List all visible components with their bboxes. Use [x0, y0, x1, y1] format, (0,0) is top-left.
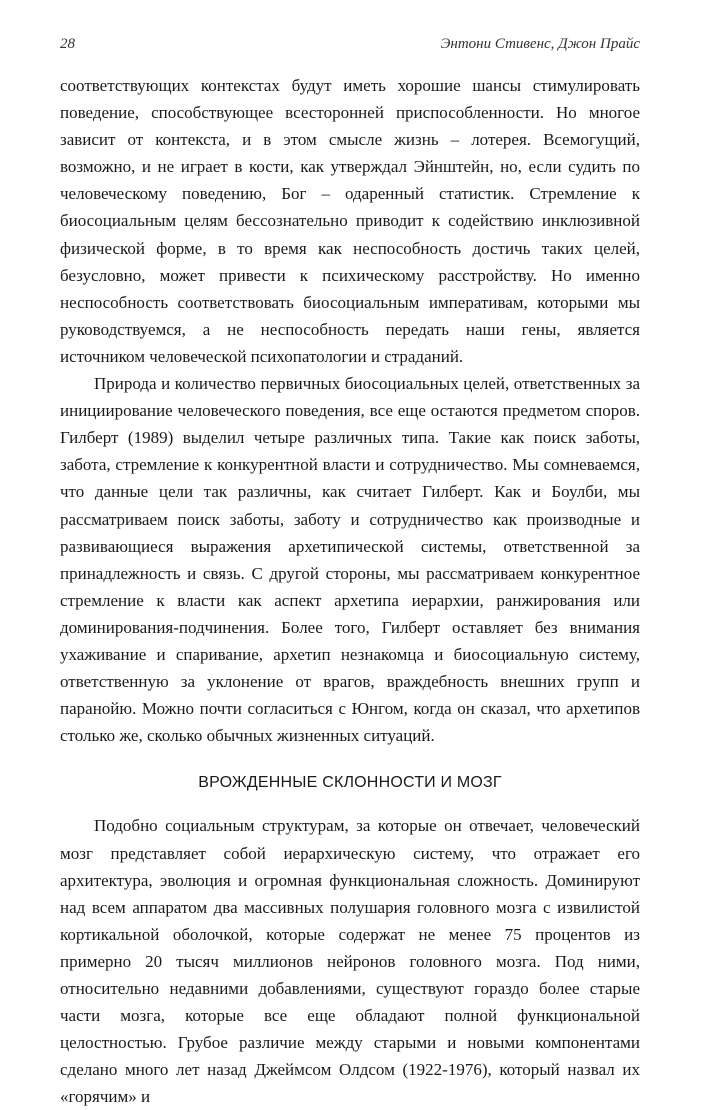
book-page	[60, 36, 640, 1110]
section-heading: ВРОЖДЕННЫЕ СКЛОННОСТИ И МОЗГ	[198, 774, 502, 792]
running-title: Энтони Стивенс, Джон Прайс	[440, 36, 640, 52]
paragraph-continuation: соответствующих контекстах будут иметь хорошие шансы стимулировать поведение, способствующее всесторонней приспособленности. Но многое зависит от контекста, и в этом смысле жизнь – лотерея. Всемогущий, возможно, и не играет в кости, как утверждал Эйнштейн, но, если судить по человеческому поведению, Бог – одаренный статистик. Стремление к биосоциальным целям бессознательно приводит к содействию инклюзивной физической форме, в то время как неспособность достичь таких целей, безусловно, может привести к психическому расстройству. Но именно неспособность соответствовать биосоциальным императивам, которыми мы руководствуемся, а не неспособность передать наши гены, является источником человеческой психопатологии и страданий.	[60, 76, 640, 366]
page-number: 28	[60, 36, 75, 52]
running-header	[60, 36, 640, 58]
page-body	[60, 72, 640, 1110]
paragraph-biosocial-goals: Природа и количество первичных биосоциальных целей, ответственных за инициирование человеческого поведения, все еще остаются предметом споров. Гилберт (1989) выделил четыре различных типа. Такие как поиск заботы, забота, стремление к конкурентной власти и сотрудничество. Мы сомневаемся, что данные цели так различны, как считает Гилберт. Как и Боулби, мы рассматриваем поиск заботы, заботу и сотрудничество как производные и развивающиеся выражения архетипической системы, ответственной за принадлежность и связь. С другой стороны, мы рассматриваем конкурентное стремление к власти как аспект архетипа иерархии, ранжирования или доминирования-подчинения. Более того, Гилберт оставляет без внимания ухаживание и спаривание, архетип незнакомца и биосоциальную систему, ответственную за уклонение от врагов, враждебность внешних групп и паранойю. Можно почти согласиться с Юнгом, когда он сказал, что архетипов столько же, сколько обычных жизненных ситуаций.	[60, 374, 640, 746]
paragraph-brain: Подобно социальным структурам, за которые он отвечает, человеческий мозг представляет собой иерархическую систему, что отражает его архитектура, эволюция и огромная функциональная сложность. Доминируют над всем аппаратом два массивных полушария головного мозга с извилистой кортикальной оболочкой, которые содержат не менее 75 процентов из примерно 20 тысяч миллионов нейронов головного мозга. Под ними, относительно недавними добавлениями, существуют гораздо более старые части мозга, которые все еще обладают полной функциональной целостностью. Грубое различие между старыми и новыми компонентами сделано много лет назад Джеймсом Олдсом (1922-1976), который назвал их «горячим» и	[60, 816, 640, 1107]
